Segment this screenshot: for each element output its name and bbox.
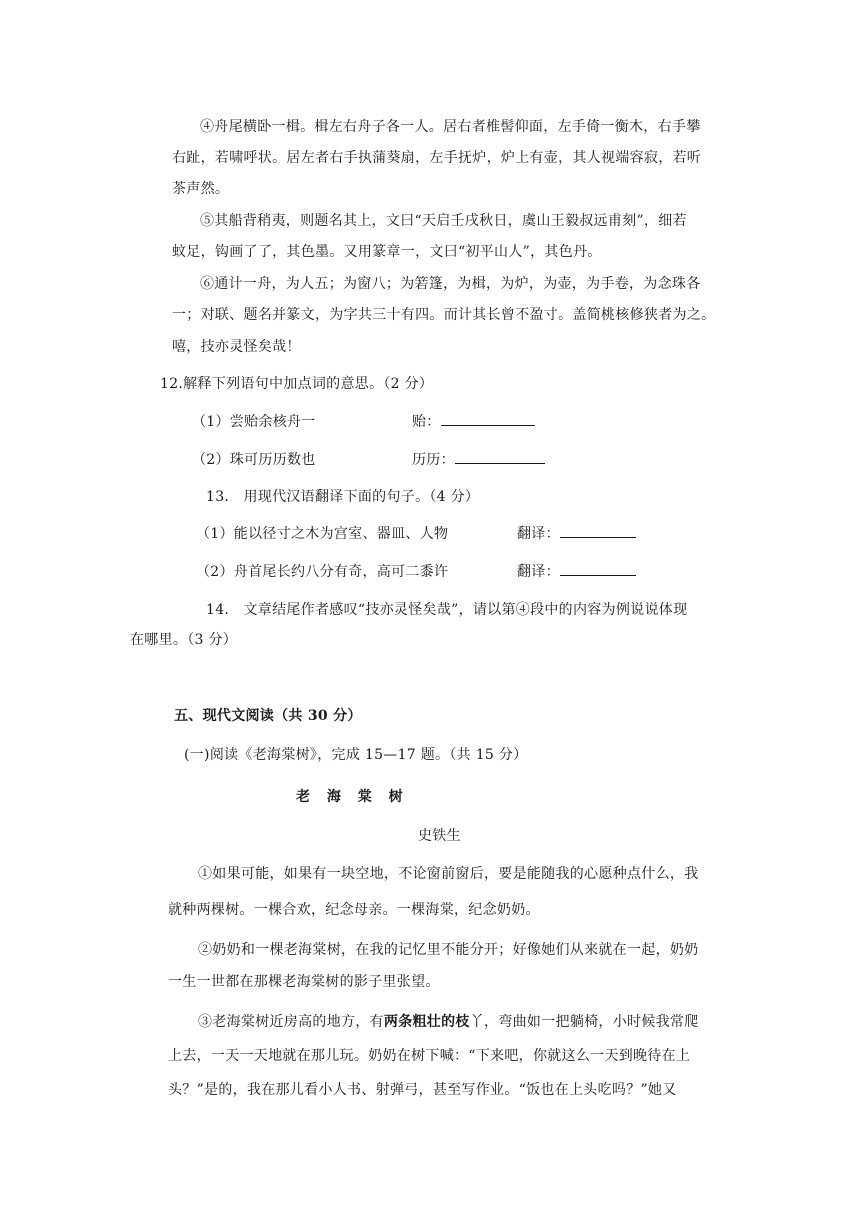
article-para1-line2: 就种两棵树。一棵合欢，纪念母亲。一棵海棠，纪念奶奶。 [168,902,540,918]
question-12-item-2-answer [412,450,545,470]
article-para3-line2: 上去，一天一天地就在那儿玩。奶奶在树下喊：“下来吧，你就这么一天到晚待在上 [168,1048,691,1064]
article-para3-line3: 头？”是的，我在那儿看小人书、射弹弓，甚至写作业。“饭也在上头吃吗？”她又 [168,1082,677,1098]
answer-blank[interactable] [455,450,545,464]
para6-line2: 一；对联、题名并篆文，为字共三十有四。而计其长曾不盈寸。盖简桃核修狭者为之。 [172,307,716,323]
item-text: （1）尝贻余核舟一 [192,414,316,430]
answer-blank[interactable] [560,562,636,576]
article-para2-line1: ②奶奶和一棵老海棠树，在我的记忆里不能分开；好像她们从来就在一起，奶奶 [198,942,699,958]
answer-label: 翻译： [517,526,560,542]
question-14-line2: 在哪里。（3 分） [130,632,238,648]
answer-blank[interactable] [441,412,535,426]
para5-line2: 蚊足，钩画了了，其色墨。又用篆章一，文曰“初平山人”，其色丹。 [172,244,602,260]
para6-line3: 嘻，技亦灵怪矣哉！ [172,339,301,355]
question-13-title: 13. 用现代汉语翻译下面的句子。（4 分） [206,489,480,505]
question-12-item-1 [192,412,316,432]
para6-line1: ⑥通计一舟，为人五；为窗八；为箬篷，为楫，为炉，为壶，为手卷，为念珠各 [200,276,701,292]
item-text: （2）珠可历历数也 [192,452,316,468]
para4-line2: 右趾，若啸呼状。居左者右手执蒲葵扇，左手抚炉，炉上有壶，其人视端容寂，若听 [172,150,702,166]
section-5-subheading: (一)阅读《老海棠树》，完成 15—17 题。（共 15 分） [184,747,528,763]
question-12-item-1-answer [412,412,535,432]
item-text: （1）能以径寸之木为宫室、器皿、人物 [196,526,449,542]
article-para3-line1 [198,1012,699,1032]
question-13-item-1-answer [517,524,636,544]
answer-label: 翻译： [517,564,560,580]
question-14-line1: 14. 文章结尾作者感叹“技亦灵怪矣哉”，请以第④段中的内容为例说说体现 [206,602,688,618]
question-13-item-2 [196,562,448,582]
para5-line1: ⑤其船背稍夷，则题名其上，文曰“天启壬戌秋日，虞山王毅叔远甫刻”，细若 [200,213,687,229]
question-13-item-1 [196,524,448,544]
question-12-title: 12.解释下列语句中加点词的意思。（2 分） [160,376,434,392]
article-title: 老 海 棠 树 [296,789,409,805]
article-para2-line2: 一生一世都在那棵老海棠树的影子里张望。 [168,974,440,990]
para3-text-post: 丫，弯曲如一把躺椅，小时候我常爬 [469,1014,699,1030]
para3-text-pre: ③老海棠树近房高的地方，有 [198,1014,384,1030]
answer-label: 历历： [412,452,455,468]
para4-line3: 茶声然。 [172,181,230,197]
para3-emphasis: 两条粗壮的枝 [383,1014,470,1030]
item-text: （2）舟首尾长约八分有奇，高可二黍许 [196,564,449,580]
answer-blank[interactable] [560,524,636,538]
section-5-heading: 五、现代文阅读（共 30 分） [174,708,362,724]
question-12-item-2 [192,450,316,470]
article-para1-line1: ①如果可能，如果有一块空地，不论窗前窗后，要是能随我的心愿种点什么，我 [198,866,699,882]
question-13-item-2-answer [517,562,636,582]
answer-label: 贻： [412,414,441,430]
article-author: 史铁生 [418,828,461,844]
para4-line1: ④舟尾横卧一楫。楫左右舟子各一人。居右者椎髻仰面，左手倚一衡木，右手攀 [200,119,701,135]
